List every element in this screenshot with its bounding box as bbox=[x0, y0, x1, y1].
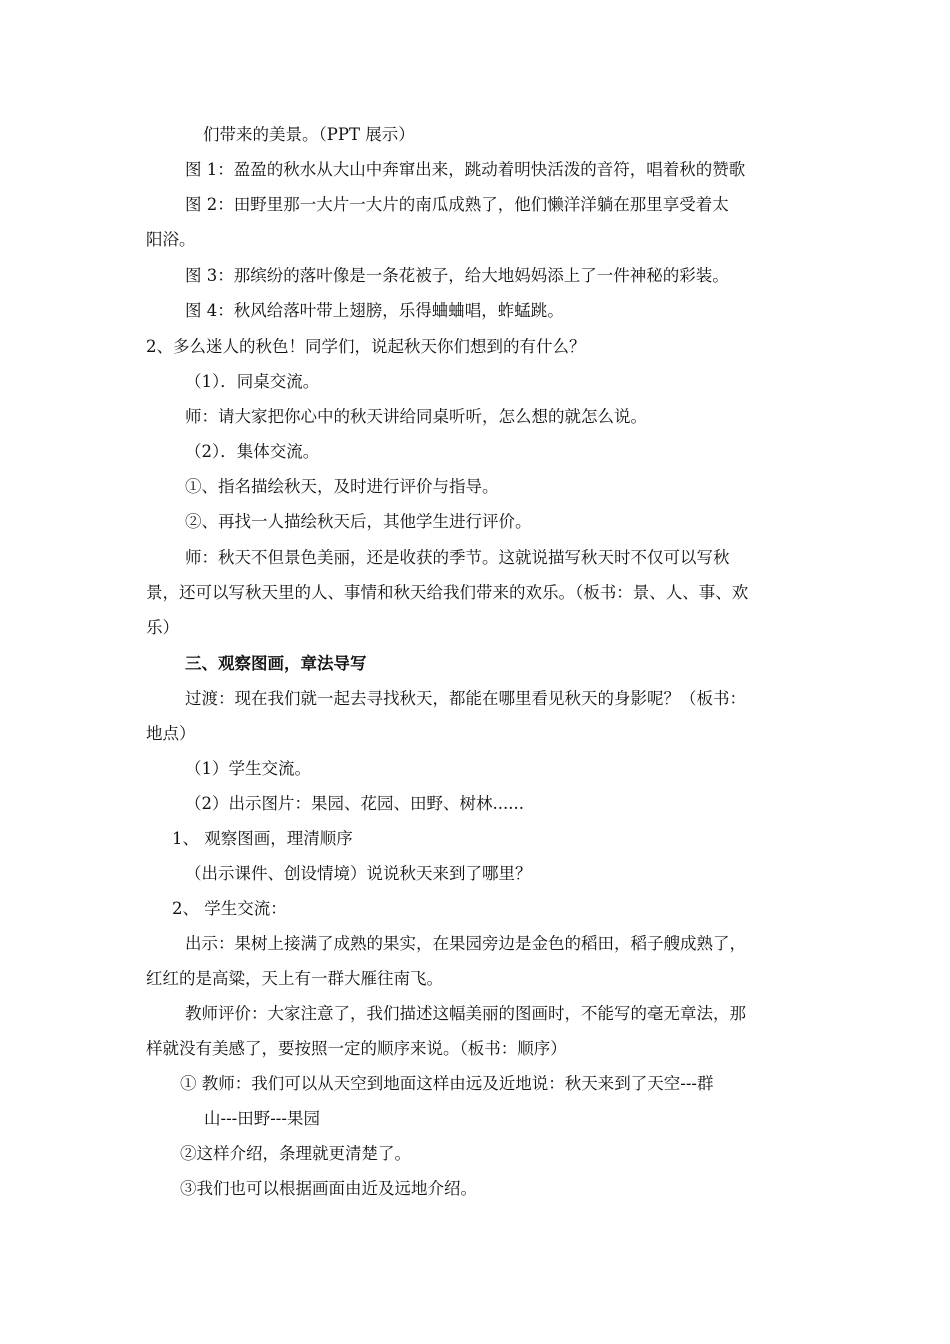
text-line: 过渡：现在我们就一起去寻找秋天，都能在哪里看见秋天的身影呢？（板书： bbox=[185, 689, 746, 708]
text-line: ①、指名描绘秋天，及时进行评价与指导。 bbox=[185, 477, 499, 496]
text-line: 景，还可以写秋天里的人、事情和秋天给我们带来的欢乐。（板书：景、人、事、欢 bbox=[146, 583, 749, 602]
text-line: （2）出示图片：果园、花园、田野、树林...... bbox=[185, 794, 524, 813]
text-line: 教师评价：大家注意了，我们描述这幅美丽的图画时，不能写的毫无章法，那 bbox=[185, 1004, 746, 1023]
text-line: ②这样介绍，条理就更清楚了。 bbox=[180, 1144, 411, 1163]
text-line: 出示：果树上接满了成熟的果实，在果园旁边是金色的稻田，稻子艘成熟了， bbox=[185, 934, 746, 953]
text-line: 乐） bbox=[146, 618, 179, 637]
text-line: 2、 学生交流： bbox=[172, 899, 287, 918]
text-line: 红红的是高粱，天上有一群大雁往南飞。 bbox=[146, 969, 443, 988]
text-line: 师：秋天不但景色美丽，还是收获的季节。这就说描写秋天时不仅可以写秋 bbox=[185, 548, 730, 567]
text-line: 图 2：田野里那一大片一大片的南瓜成熟了，他们懒洋洋躺在那里享受着太 bbox=[185, 195, 729, 214]
section-heading: 三、观察图画，章法导写 bbox=[185, 654, 367, 673]
text-line: 师：请大家把你心中的秋天讲给同桌听听，怎么想的就怎么说。 bbox=[185, 407, 647, 426]
text-line: （2）．集体交流。 bbox=[185, 442, 320, 461]
text-line: 图 1：盈盈的秋水从大山中奔窜出来，跳动着明快活泼的音符，唱着秋的赞歌 bbox=[185, 160, 746, 179]
text-line: 地点） bbox=[146, 724, 196, 743]
text-line: （1）．同桌交流。 bbox=[185, 372, 320, 391]
text-line: 阳浴。 bbox=[146, 230, 196, 249]
text-line: 2、多么迷人的秋色！同学们，说起秋天你们想到的有什么？ bbox=[146, 337, 586, 356]
text-line: 样就没有美感了，要按照一定的顺序来说。（板书：顺序） bbox=[146, 1039, 567, 1058]
text-line: 图 4：秋风给落叶带上翅膀，乐得蛐蛐唱，蚱蜢跳。 bbox=[185, 301, 564, 320]
text-line: ③我们也可以根据画面由近及远地介绍。 bbox=[180, 1179, 477, 1198]
text-line: （出示课件、创设情境）说说秋天来到了哪里？ bbox=[185, 864, 532, 883]
text-line: 们带来的美景。（PPT 展示） bbox=[203, 125, 415, 144]
text-line: ②、再找一人描绘秋天后，其他学生进行评价。 bbox=[185, 512, 532, 531]
text-line: 1、 观察图画，理清顺序 bbox=[172, 829, 353, 848]
text-line: （1）学生交流。 bbox=[185, 759, 311, 778]
text-line: ① 教师：我们可以从天空到地面这样由远及近地说：秋天来到了天空---群 bbox=[180, 1074, 714, 1093]
text-line: 图 3：那缤纷的落叶像是一条花被子，给大地妈妈添上了一件神秘的彩装。 bbox=[185, 266, 729, 285]
text-line: 山---田野---果园 bbox=[204, 1109, 320, 1128]
